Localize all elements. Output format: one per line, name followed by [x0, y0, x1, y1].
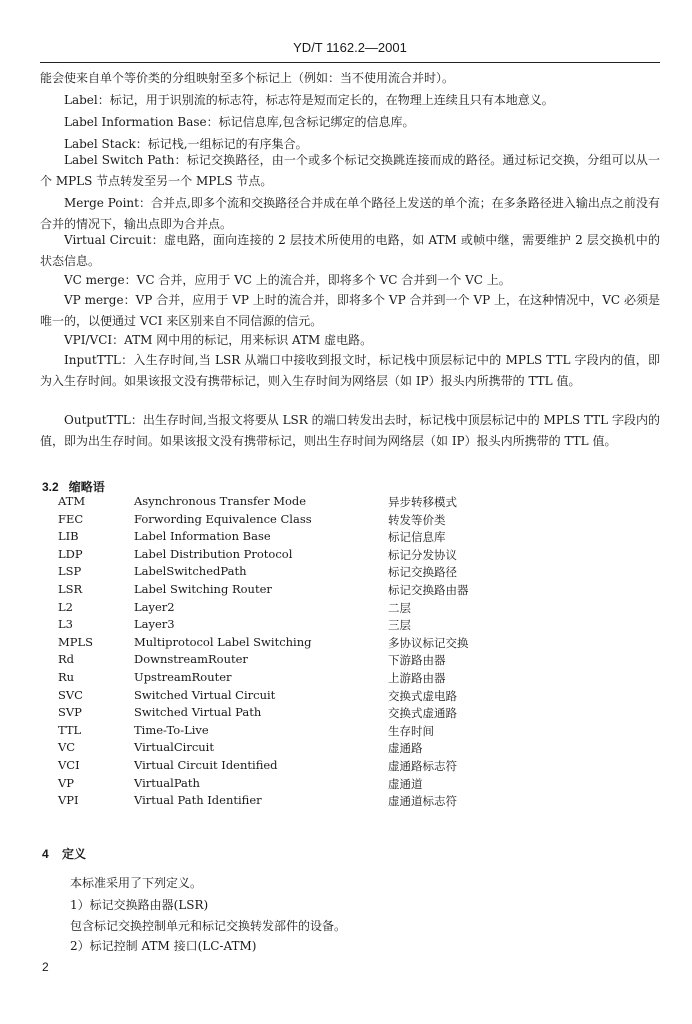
paragraph: 能会使来自单个等价类的分组映射至多个标记上（例如：当不使用流合并时）。 — [40, 71, 455, 85]
chinese-cell: 虚通道 — [388, 776, 423, 791]
abbr-cell: LDP — [58, 546, 83, 561]
table-row — [0, 793, 692, 811]
section-heading-abbreviations — [42, 478, 105, 495]
chinese-cell: 标记分发协议 — [388, 547, 457, 562]
page-number: 2 — [42, 960, 49, 974]
table-row — [0, 705, 692, 723]
abbr-cell: LSR — [58, 582, 83, 596]
abbr-cell: VC — [58, 740, 76, 755]
chinese-cell: 三层 — [388, 618, 411, 633]
table-row — [0, 776, 692, 794]
table-row — [0, 600, 692, 618]
english-cell: VirtualPath — [134, 775, 200, 790]
definition-term: 2）标记控制 ATM 接口(LC-ATM) — [70, 939, 257, 953]
paragraph: Label：标记，用于识别流的标志符，标志符是短而定长的，在物理上连续且只有本地意义。 — [64, 93, 554, 107]
chinese-cell: 标记信息库 — [388, 530, 446, 545]
abbr-cell: FEC — [58, 511, 84, 526]
section-heading-definitions — [42, 845, 86, 862]
chinese-cell: 标记交换路径 — [388, 565, 457, 580]
english-cell: Forwording Equivalence Class — [134, 511, 312, 526]
abbr-cell: SVP — [58, 705, 82, 720]
english-cell: UpstreamRouter — [134, 670, 232, 684]
paragraph: Label Stack：标记栈,一组标记的有序集合。 — [64, 137, 308, 151]
english-cell: Virtual Circuit Identified — [134, 758, 278, 772]
english-cell: Label Information Base — [134, 529, 271, 544]
chinese-cell: 二层 — [388, 600, 411, 615]
abbr-cell: TTL — [58, 722, 82, 737]
abbr-cell: Rd — [58, 652, 75, 667]
chinese-cell: 转发等价类 — [388, 512, 446, 527]
table-row — [0, 740, 692, 758]
section-title: 缩略语 — [68, 480, 105, 494]
chinese-cell: 上游路由器 — [388, 671, 446, 685]
paragraph: InputTTL：入生存时间,当 LSR 从端口中接收到报文时，标记栈中顶层标记中的 MPLS TTL 字段内的值，即为入生存时间。如果该报文没有携带标记，则入生存时间为网络层（如 IP）报头内所携带的 TTL 值。 — [40, 353, 660, 388]
chinese-cell: 标记交换路由器 — [388, 583, 469, 597]
table-row — [0, 670, 692, 688]
abbr-cell: L3 — [58, 617, 73, 632]
table-row — [0, 582, 692, 600]
section-number: 3.2 — [42, 480, 59, 494]
abbr-cell: LIB — [58, 529, 79, 544]
english-cell: Switched Virtual Path — [134, 705, 262, 720]
english-cell: LabelSwitchedPath — [134, 564, 247, 579]
english-cell: Label Switching Router — [134, 582, 272, 596]
table-row — [0, 512, 692, 530]
abbr-cell: Ru — [58, 670, 75, 684]
chinese-cell: 虚通路 — [388, 741, 423, 756]
paragraph: VC merge：VC 合并，应用于 VC 上的流合并，即将多个 VC 合并到一个 VC 上。 — [64, 273, 511, 287]
abbr-cell: VPI — [58, 793, 79, 808]
english-cell: Switched Virtual Circuit — [134, 687, 276, 702]
table-row — [0, 547, 692, 565]
chinese-cell: 多协议标记交换 — [388, 635, 469, 650]
table-row — [0, 723, 692, 741]
paragraph: VP merge：VP 合并，应用于 VP 上时的流合并，即将多个 VP 合并到一个 VP 上，在这种情况中，VC 必须是唯一的，以便通过 VCI 来区别来自不同信源的信元。 — [40, 293, 660, 328]
chinese-cell: 生存时间 — [388, 723, 434, 738]
abbr-cell: SVC — [58, 687, 83, 702]
paragraph: Label Switch Path：标记交换路径，由一个或多个标记交换跳连接而成的路径。通过标记交换，分组可以从一个 MPLS 节点转发至另一个 MPLS 节点。 — [40, 153, 660, 188]
abbr-cell: L2 — [58, 599, 73, 614]
chinese-cell: 虚通道标志符 — [388, 794, 457, 809]
table-row — [0, 564, 692, 582]
table-row — [0, 652, 692, 670]
definition-intro: 本标准采用了下列定义。 — [70, 876, 203, 890]
abbr-cell: VP — [58, 775, 75, 790]
english-cell: DownstreamRouter — [134, 652, 248, 667]
definition-text: 包含标记交换控制单元和标记交换转发部件的设备。 — [70, 919, 347, 933]
paragraph: OutputTTL：出生存时间,当报文将要从 LSR 的端口转发出去时，标记栈中顶层标记中的 MPLS TTL 字段内的值，即为出生存时间。如果该报文没有携带标记，则出生存时间为网络层（如 IP）报头内所携带的 TTL 值。 — [40, 413, 660, 448]
paragraph: Virtual Circuit：虚电路，面向连接的 2 层技术所使用的电路，如 ATM 或帧中继，需要维护 2 层交换机中的状态信息。 — [40, 233, 660, 268]
paragraph: Merge Point：合并点,即多个流和交换路径合并成在单个路径上发送的单个流；在多条路径进入输出点之前没有合并的情况下，输出点即为合并点。 — [40, 196, 660, 231]
english-cell: Time-To-Live — [134, 722, 209, 737]
chinese-cell: 交换式虚通路 — [388, 706, 457, 721]
table-row — [0, 758, 692, 776]
abbr-cell: MPLS — [58, 634, 94, 649]
table-row — [0, 688, 692, 706]
running-header: YD/T 1162.2—2001 — [293, 40, 407, 55]
paragraph: VPI/VCI：ATM 网中用的标记，用来标识 ATM 虚电路。 — [64, 333, 373, 347]
table-row — [0, 617, 692, 635]
header-rule — [40, 62, 660, 63]
table-row — [0, 529, 692, 547]
chinese-cell: 下游路由器 — [388, 653, 446, 668]
table-row — [0, 494, 692, 512]
english-cell: Layer3 — [134, 617, 175, 632]
english-cell: Multiprotocol Label Switching — [134, 634, 312, 649]
abbr-cell: ATM — [58, 494, 86, 508]
english-cell: Layer2 — [134, 599, 175, 614]
section-number: 4 — [42, 847, 49, 861]
chinese-cell: 交换式虚电路 — [388, 688, 457, 703]
abbr-cell: VCI — [58, 758, 80, 772]
english-cell: VirtualCircuit — [134, 740, 214, 755]
english-cell: Asynchronous Transfer Mode — [134, 494, 307, 508]
english-cell: Virtual Path Identifier — [134, 793, 262, 808]
english-cell: Label Distribution Protocol — [134, 546, 293, 561]
chinese-cell: 异步转移模式 — [388, 495, 457, 509]
section-title: 定义 — [62, 847, 87, 861]
table-row — [0, 635, 692, 653]
abbr-cell: LSP — [58, 564, 82, 579]
paragraph: Label Information Base：标记信息库,包含标记绑定的信息库。 — [64, 115, 415, 129]
definition-term: 1）标记交换路由器(LSR) — [70, 898, 209, 912]
chinese-cell: 虚通路标志符 — [388, 759, 457, 773]
